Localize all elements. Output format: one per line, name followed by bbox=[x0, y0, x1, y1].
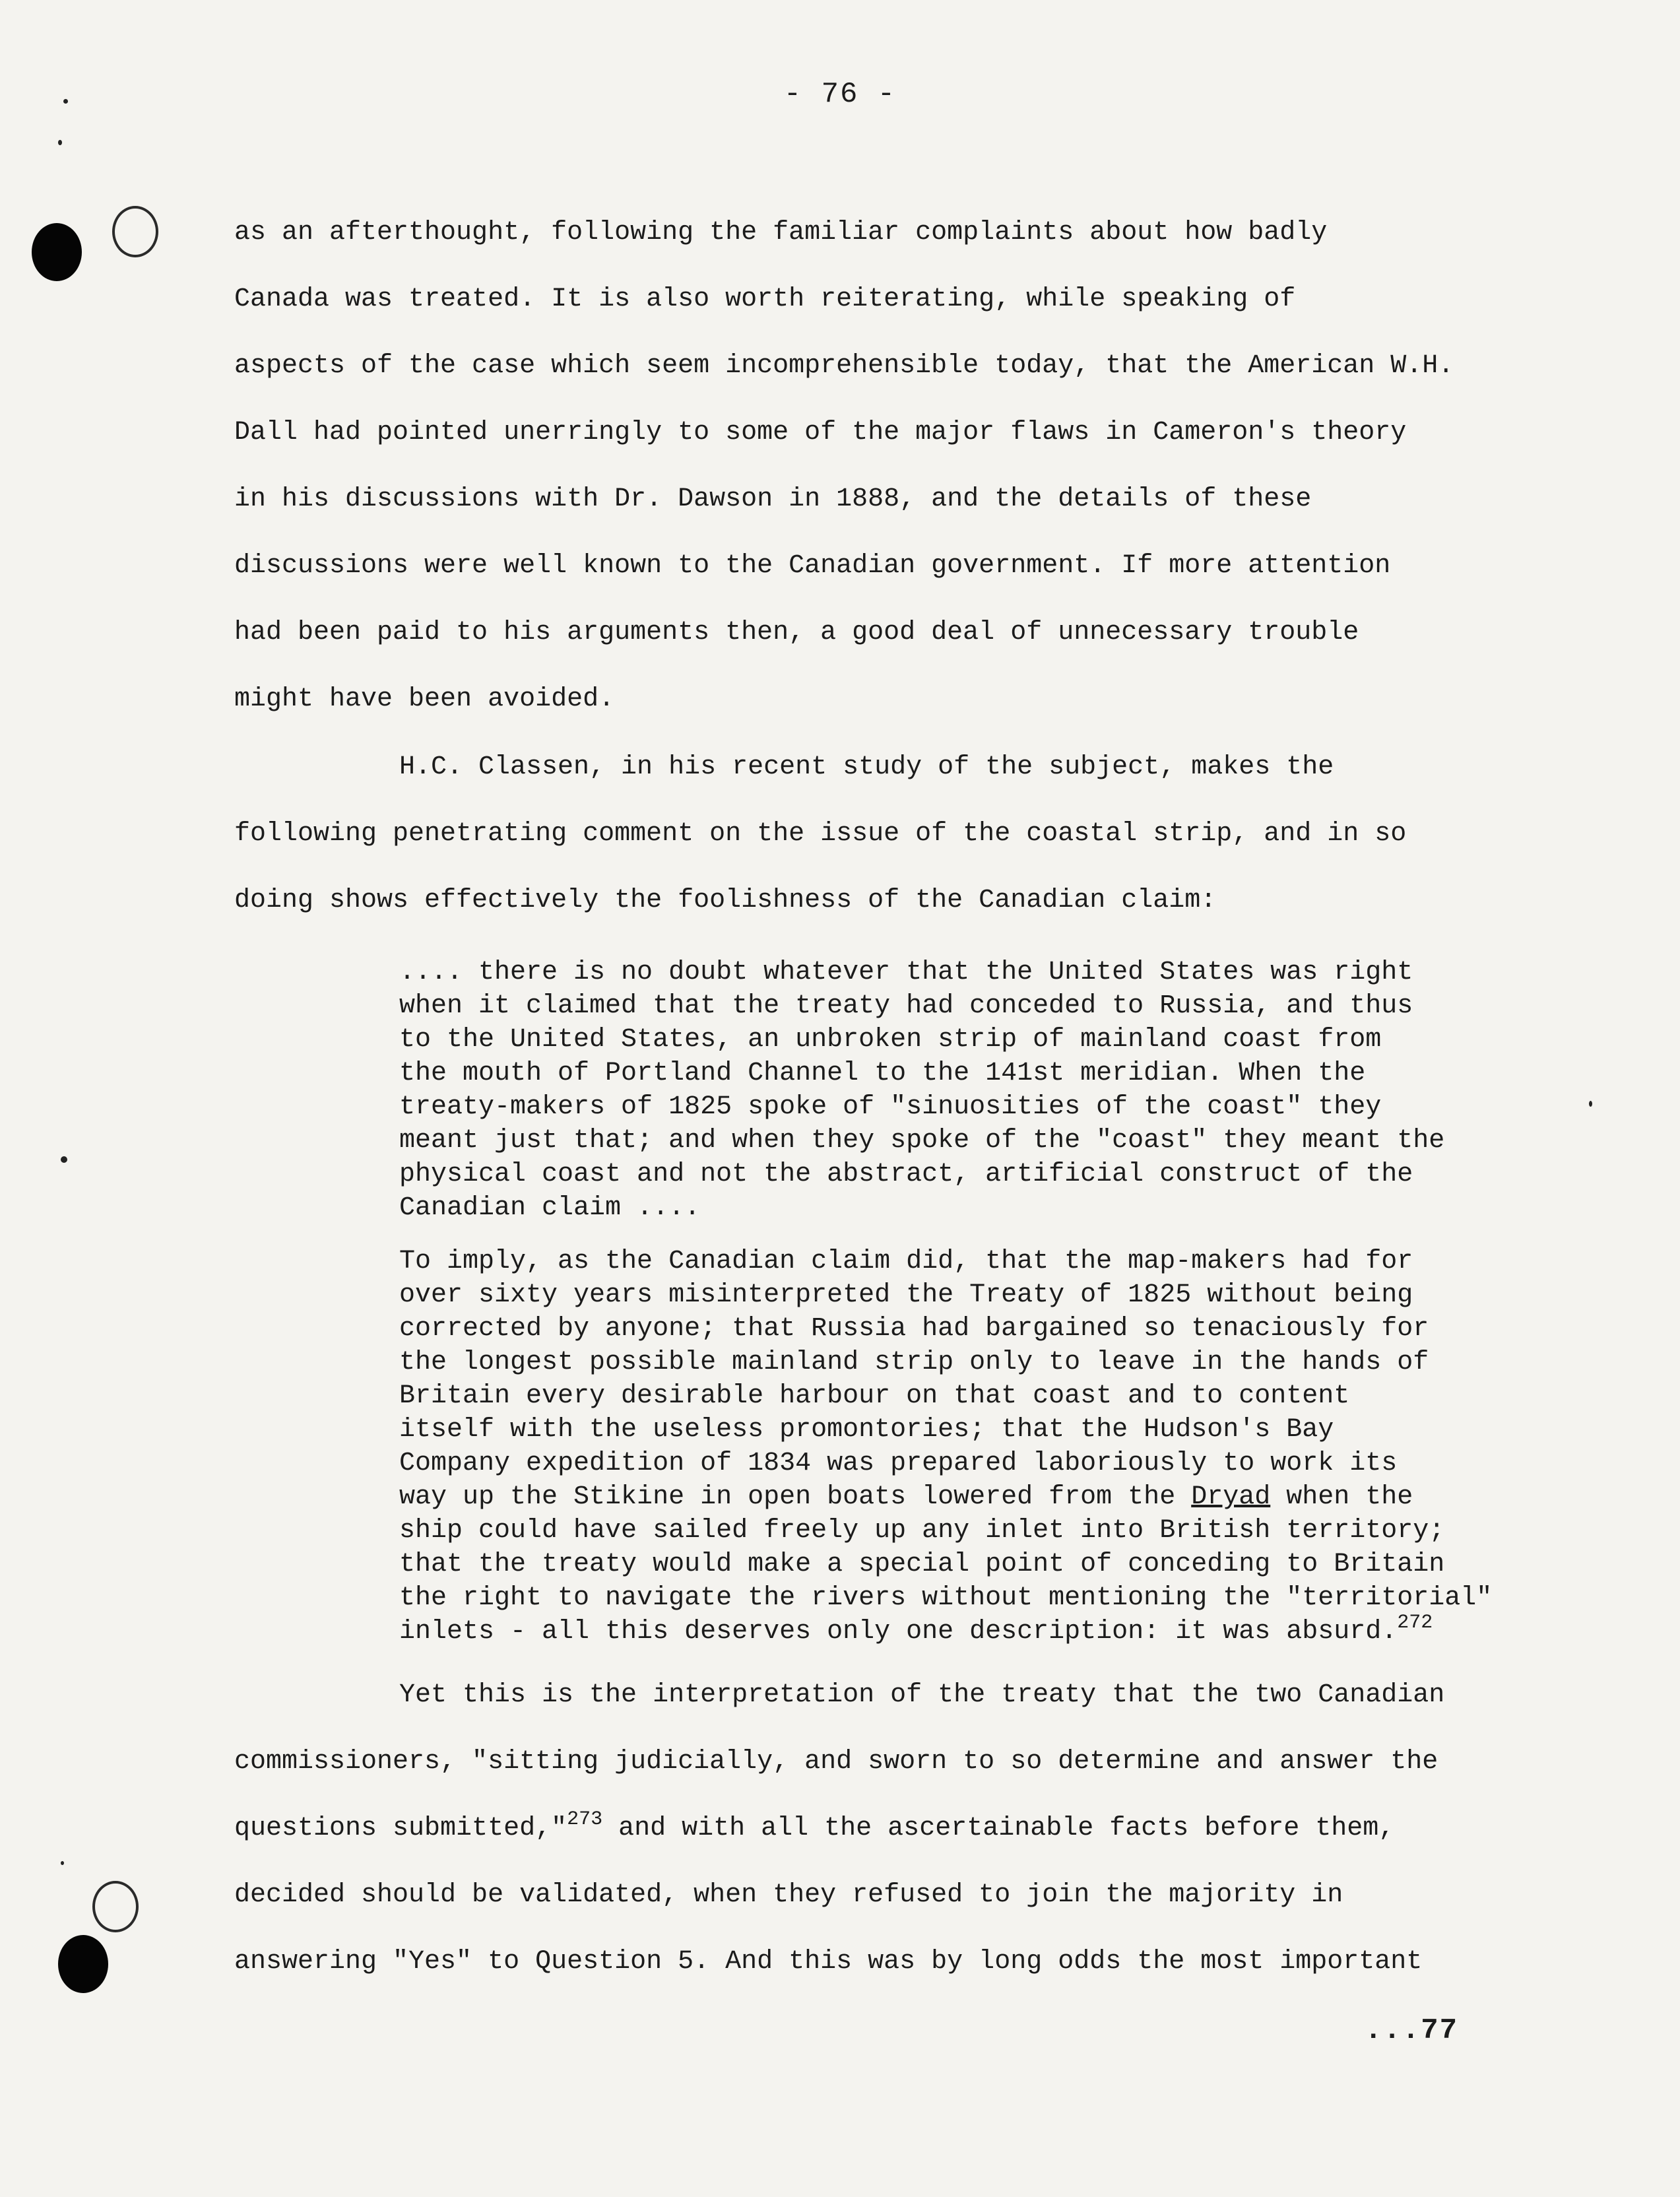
binder-hole-bottom-ring bbox=[92, 1881, 139, 1932]
text-line: Canada was treated. It is also worth reiterating, while speaking of bbox=[234, 284, 1296, 314]
text-line: decided should be validated, when they refused to join the majority in bbox=[234, 1880, 1343, 1910]
text-line: as an afterthought, following the familiar complaints about how badly bbox=[234, 218, 1328, 247]
scan-speck bbox=[61, 1861, 64, 1865]
footnote-reference: 272 bbox=[1397, 1612, 1433, 1634]
paragraph-1 bbox=[234, 199, 1514, 733]
scan-speck bbox=[61, 1156, 67, 1163]
block-quote-2 bbox=[399, 1245, 1514, 1649]
quote-line: meant just that; and when they spoke of the "coast" they meant the bbox=[399, 1126, 1445, 1156]
text-line: aspects of the case which seem incomprehensible today, that the American W.H. bbox=[234, 351, 1454, 381]
text-line: Dall had pointed unerringly to some of the major flaws in Cameron's theory bbox=[234, 418, 1407, 447]
quote-line: when it claimed that the treaty had conceded to Russia, and thus bbox=[399, 991, 1413, 1021]
quote-line: Company expedition of 1834 was prepared laboriously to work its bbox=[399, 1449, 1398, 1478]
quote-line: over sixty years misinterpreted the Treaty of 1825 without being bbox=[399, 1280, 1413, 1310]
quote-text: way up the Stikine in open boats lowered from the bbox=[399, 1482, 1192, 1512]
page-number: - 76 - bbox=[783, 78, 897, 111]
binder-hole-top-ring bbox=[112, 206, 158, 257]
text-line: answering "Yes" to Question 5. And this was by long odds the most important bbox=[234, 1947, 1423, 1977]
text-line: had been paid to his arguments then, a good deal of unnecessary trouble bbox=[234, 618, 1359, 647]
text-line: discussions were well known to the Canadian government. If more attention bbox=[234, 551, 1391, 581]
text-line: following penetrating comment on the issue of the coastal strip, and in so bbox=[234, 819, 1407, 849]
quote-line: the mouth of Portland Channel to the 141st meridian. When the bbox=[399, 1059, 1366, 1088]
text-line: Yet this is the interpretation of the treaty that the two Canadian bbox=[399, 1680, 1445, 1710]
quote-line: Canadian claim .... bbox=[399, 1193, 701, 1223]
binder-hole-bottom-solid bbox=[58, 1935, 108, 1993]
scan-speck bbox=[1589, 1101, 1592, 1107]
text-line: H.C. Classen, in his recent study of the subject, makes the bbox=[399, 752, 1334, 782]
continuation-marker: ...77 bbox=[1365, 2014, 1459, 2047]
quote-line: itself with the useless promontories; that the Hudson's Bay bbox=[399, 1415, 1334, 1445]
quote-line: that the treaty would make a special point of conceding to Britain bbox=[399, 1550, 1445, 1579]
text-line: doing shows effectively the foolishness of the Canadian claim: bbox=[234, 886, 1217, 915]
block-quote-1 bbox=[399, 956, 1514, 1225]
quote-line: .... there is no doubt whatever that the United States was right bbox=[399, 958, 1413, 987]
quote-text: when the bbox=[1270, 1482, 1413, 1512]
quote-line: to the United States, an unbroken strip of mainland coast from bbox=[399, 1025, 1382, 1055]
quote-line: physical coast and not the abstract, artificial construct of the bbox=[399, 1160, 1413, 1189]
binder-hole-top-solid bbox=[32, 223, 82, 281]
quote-line: the right to navigate the rivers without mentioning the "territorial" bbox=[399, 1583, 1493, 1613]
scan-speck bbox=[58, 140, 62, 145]
quote-text: inlets - all this deserves only one description: it was absurd. bbox=[399, 1617, 1398, 1647]
footnote-reference: 273 bbox=[567, 1808, 603, 1831]
quote-line: To imply, as the Canadian claim did, that the map-makers had for bbox=[399, 1247, 1413, 1276]
quote-line bbox=[399, 1480, 1514, 1514]
quote-line: corrected by anyone; that Russia had bargained so tenaciously for bbox=[399, 1314, 1429, 1344]
ship-name: Dryad bbox=[1191, 1482, 1271, 1512]
body-text: questions submitted," bbox=[234, 1814, 567, 1843]
paragraph-2 bbox=[234, 734, 1514, 934]
body-text: and with all the ascertainable facts before them, bbox=[602, 1814, 1395, 1843]
paragraph-3 bbox=[234, 1662, 1514, 1995]
quote-line: treaty-makers of 1825 spoke of "sinuosities of the coast" they bbox=[399, 1092, 1382, 1122]
quote-line bbox=[399, 1612, 1514, 1649]
text-line: in his discussions with Dr. Dawson in 1888, and the details of these bbox=[234, 484, 1312, 514]
text-line: commissioners, "sitting judicially, and sworn to so determine and answer the bbox=[234, 1747, 1438, 1777]
text-line bbox=[234, 1795, 1514, 1862]
quote-line: the longest possible mainland strip only to leave in the hands of bbox=[399, 1348, 1429, 1377]
text-line: might have been avoided. bbox=[234, 684, 615, 714]
quote-line: ship could have sailed freely up any inlet into British territory; bbox=[399, 1516, 1445, 1546]
quote-line: Britain every desirable harbour on that coast and to content bbox=[399, 1381, 1350, 1411]
